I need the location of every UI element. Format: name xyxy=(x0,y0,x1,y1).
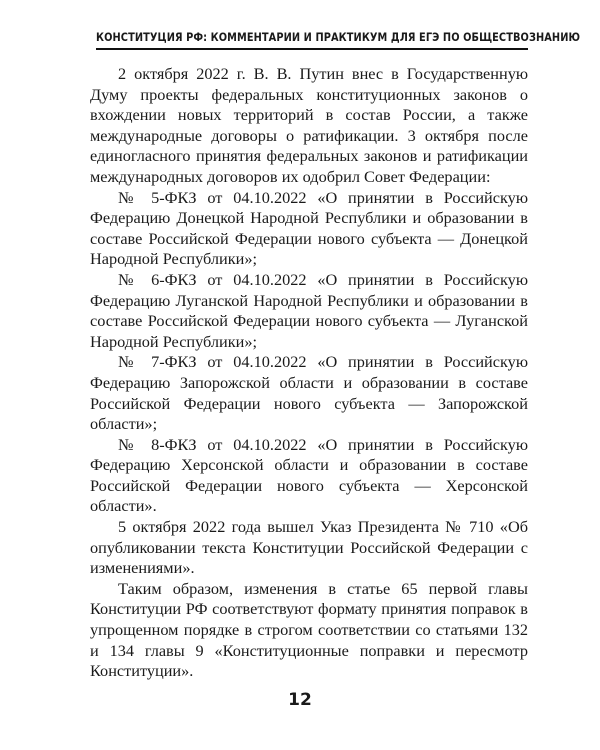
page-number: 12 xyxy=(288,690,312,710)
paragraph-law-8: № 8-ФКЗ от 04.10.2022 «О принятии в Российскую Федерацию Херсонской области и образовании в составе Российской Федерации нового субъекта — Херсонской области». xyxy=(90,434,528,516)
paragraph-intro: 2 октября 2022 г. В. В. Путин внес в Государственную Думу проекты федеральных конституционных законов о вхождении новых территорий в состав России, а также международные договоры о ратификации. 3 октября после единогласного принятия федеральных законов и ратификации международных договоров их одобрил Совет Федерации: xyxy=(90,64,528,186)
paragraph-decree: 5 октября 2022 года вышел Указ Президента № 710 «Об опубликовании текста Конституции Российской Федерации с изменениями». xyxy=(90,517,528,578)
paragraph-law-6: № 6-ФКЗ от 04.10.2022 «О принятии в Российскую Федерацию Луганской Народной Республики и образовании в составе Российской Федерации нового субъекта — Луганской Народной Республики»; xyxy=(90,269,528,351)
paragraph-conclusion: Таким образом, изменения в статье 65 первой главы Конституции РФ соответствуют формату принятия поправок в упрощенном порядке в строгом соответствии со статьями 132 и 134 главы 9 «Конституционные поправки и пересмотр Конституции». xyxy=(90,578,528,681)
header-rule xyxy=(96,48,528,50)
running-header xyxy=(90,26,581,48)
page-body xyxy=(90,64,528,682)
paragraph-law-5: № 5-ФКЗ от 04.10.2022 «О принятии в Российскую Федерацию Донецкой Народной Республики и образовании в составе Российской Федерации нового субъекта — Донецкой Народной Республики»; xyxy=(90,187,528,269)
paragraph-law-7: № 7-ФКЗ от 04.10.2022 «О принятии в Российскую Федерацию Запорожской области и образовании в составе Российской Федерации нового субъекта — Запорожской области»; xyxy=(90,352,528,434)
header-title: КОНСТИТУЦИЯ РФ: КОММЕНТАРИИ И ПРАКТИКУМ ДЛЯ ЕГЭ ПО ОБЩЕСТВОЗНАНИЮ xyxy=(96,30,581,44)
